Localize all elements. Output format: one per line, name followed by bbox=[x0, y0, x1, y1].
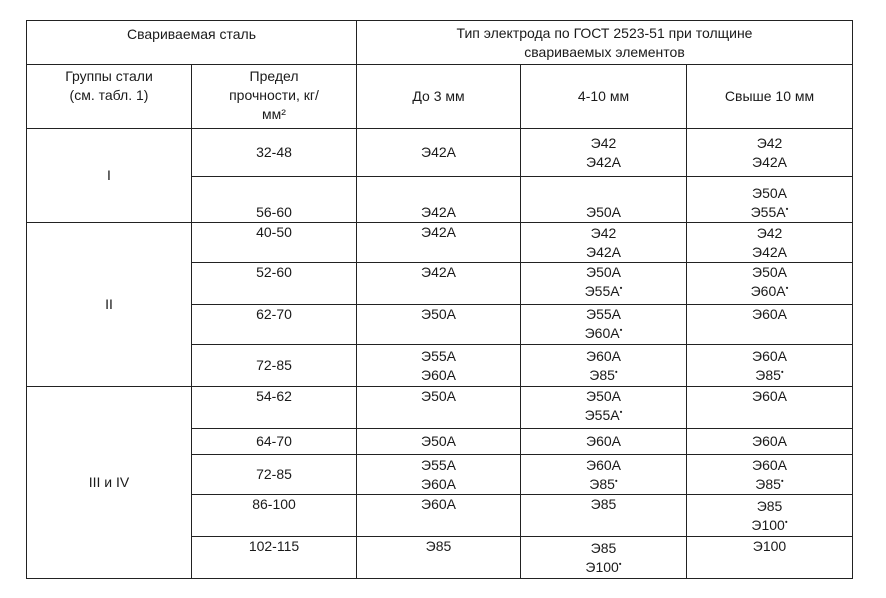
electrode-type: Э60А bbox=[586, 456, 621, 473]
electrode-type: Э60А bbox=[752, 433, 787, 449]
electrode-type: Э55А bbox=[421, 456, 456, 473]
electrode-type: Э60А bbox=[586, 347, 621, 364]
header-thickness-1: До 3 мм bbox=[357, 65, 521, 129]
electrode-type: Э85 bbox=[755, 475, 781, 492]
electrode-type: Э42А bbox=[752, 243, 787, 260]
electrode-cell bbox=[357, 177, 521, 223]
electrode-cell bbox=[687, 537, 853, 579]
strength-value: 64-70 bbox=[256, 433, 292, 449]
footnote-mark: • bbox=[780, 475, 784, 485]
header-steel: Свариваемая сталь bbox=[27, 21, 357, 65]
electrode-cell bbox=[521, 387, 687, 429]
header-thickness-3: Свыше 10 мм bbox=[687, 65, 853, 129]
steel-group: III и IV bbox=[27, 387, 192, 579]
footnote-mark: • bbox=[614, 366, 618, 376]
footnote-mark: • bbox=[785, 283, 789, 293]
strength-value: 86-100 bbox=[252, 496, 296, 512]
electrode-type: Э50А bbox=[421, 433, 456, 449]
strength-value: 62-70 bbox=[256, 306, 292, 322]
electrode-type: Э42 bbox=[756, 134, 783, 151]
electrode-cell bbox=[521, 129, 687, 177]
electrode-cell bbox=[357, 429, 521, 455]
electrode-type: Э85 bbox=[756, 497, 783, 514]
strength-cell bbox=[192, 305, 357, 345]
electrode-type: Э85 bbox=[590, 496, 617, 512]
strength-cell bbox=[192, 345, 357, 387]
strength-value: 56-60 bbox=[256, 204, 292, 220]
strength-value: 40-50 bbox=[256, 224, 292, 240]
electrode-type: Э60А bbox=[752, 388, 787, 404]
strength-cell bbox=[192, 455, 357, 495]
strength-cell bbox=[192, 495, 357, 537]
electrode-cell bbox=[687, 429, 853, 455]
electrode-type: Э50А bbox=[752, 264, 787, 280]
strength-value: 32-48 bbox=[256, 144, 292, 160]
strength-value: 72-85 bbox=[256, 357, 292, 373]
electrode-type: Э42 bbox=[756, 224, 783, 241]
electrode-cell bbox=[687, 263, 853, 305]
electrode-cell bbox=[521, 495, 687, 537]
electrode-type: Э50А bbox=[421, 306, 456, 322]
electrode-type: Э42А bbox=[586, 243, 621, 260]
electrode-cell bbox=[357, 495, 521, 537]
electrode-cell bbox=[521, 537, 687, 579]
strength-cell bbox=[192, 429, 357, 455]
table-row bbox=[27, 129, 853, 177]
electrode-cell bbox=[687, 223, 853, 263]
strength-value: 52-60 bbox=[256, 264, 292, 280]
electrode-type: Э60А bbox=[421, 366, 456, 383]
electrode-cell bbox=[687, 305, 853, 345]
electrode-type: Э85 bbox=[589, 475, 615, 492]
electrode-type: Э60А bbox=[586, 433, 621, 449]
electrode-cell bbox=[521, 455, 687, 495]
electrode-cell bbox=[521, 429, 687, 455]
electrode-cell bbox=[357, 305, 521, 345]
strength-cell bbox=[192, 537, 357, 579]
header-strength: Предел прочности, кг/мм² bbox=[192, 65, 357, 129]
table-row bbox=[27, 387, 853, 429]
electrode-type: Э50А bbox=[421, 388, 456, 404]
electrode-type: Э42А bbox=[752, 153, 787, 170]
electrode-type: Э50А bbox=[586, 204, 621, 220]
electrode-type: Э60А bbox=[750, 283, 786, 299]
steel-group: I bbox=[27, 129, 192, 223]
electrode-cell bbox=[521, 263, 687, 305]
electrode-cell bbox=[687, 177, 853, 223]
electrode-type: Э42А bbox=[586, 153, 621, 170]
electrode-type: Э42А bbox=[421, 144, 456, 160]
electrode-type: Э100 bbox=[751, 516, 785, 533]
header-group: Группы стали (см. табл. 1) bbox=[27, 65, 192, 129]
electrode-cell bbox=[357, 263, 521, 305]
electrode-cell bbox=[357, 537, 521, 579]
electrode-type: Э60А bbox=[752, 347, 787, 364]
electrode-type: Э85 bbox=[425, 538, 452, 554]
electrode-type: Э55А bbox=[750, 204, 786, 220]
electrode-cell bbox=[687, 455, 853, 495]
electrode-type: Э42 bbox=[590, 224, 617, 241]
electrode-type: Э50А bbox=[586, 388, 621, 404]
footnote-mark: • bbox=[785, 204, 789, 214]
electrode-cell bbox=[357, 387, 521, 429]
electrode-cell bbox=[357, 223, 521, 263]
electrode-type: Э42А bbox=[421, 224, 456, 240]
electrode-type: Э85 bbox=[589, 366, 615, 383]
electrode-cell bbox=[357, 129, 521, 177]
electrode-cell bbox=[521, 305, 687, 345]
steel-group: II bbox=[27, 223, 192, 387]
footnote-mark: • bbox=[618, 558, 622, 568]
footnote-mark: • bbox=[619, 407, 623, 417]
electrode-cell bbox=[521, 345, 687, 387]
electrode-type: Э60А bbox=[752, 306, 787, 322]
strength-value: 54-62 bbox=[256, 388, 292, 404]
header-electrode: Тип электрода по ГОСТ 2523-51 при толщине свариваемых элементов bbox=[357, 21, 853, 65]
footnote-mark: • bbox=[784, 516, 788, 526]
strength-cell bbox=[192, 129, 357, 177]
electrode-type: Э60А bbox=[421, 475, 456, 492]
electrode-cell bbox=[687, 495, 853, 537]
electrode-type: Э50А bbox=[752, 185, 787, 201]
footnote-mark: • bbox=[619, 283, 623, 293]
footnote-mark: • bbox=[614, 475, 618, 485]
electrode-type: Э55А bbox=[586, 306, 621, 322]
electrode-type: Э85 bbox=[755, 366, 781, 383]
electrode-type: Э50А bbox=[586, 264, 621, 280]
electrode-cell bbox=[687, 387, 853, 429]
footnote-mark: • bbox=[780, 366, 784, 376]
header-thickness-2: 4-10 мм bbox=[521, 65, 687, 129]
electrode-type: Э100 bbox=[752, 538, 787, 554]
electrode-type: Э55А bbox=[584, 283, 620, 299]
electrode-type: Э60А bbox=[584, 325, 620, 341]
strength-cell bbox=[192, 387, 357, 429]
electrode-type: Э55А bbox=[584, 407, 620, 423]
table-row bbox=[27, 223, 853, 263]
electrode-cell bbox=[687, 129, 853, 177]
footnote-mark: • bbox=[619, 325, 623, 335]
electrode-type: Э100 bbox=[585, 558, 619, 575]
strength-value: 102-115 bbox=[248, 538, 300, 554]
electrode-type: Э60А bbox=[752, 456, 787, 473]
electrode-type: Э85 bbox=[590, 539, 617, 556]
strength-cell bbox=[192, 263, 357, 305]
electrode-type: Э55А bbox=[421, 347, 456, 364]
strength-cell bbox=[192, 223, 357, 263]
electrode-cell bbox=[357, 455, 521, 495]
electrode-type: Э60А bbox=[421, 496, 456, 512]
electrode-cell bbox=[357, 345, 521, 387]
electrode-cell bbox=[521, 223, 687, 263]
electrode-table bbox=[26, 20, 853, 579]
strength-cell bbox=[192, 177, 357, 223]
electrode-type: Э42 bbox=[590, 134, 617, 151]
strength-value: 72-85 bbox=[256, 466, 292, 482]
electrode-type: Э42А bbox=[421, 264, 456, 280]
electrode-type: Э42А bbox=[421, 204, 456, 220]
electrode-cell bbox=[521, 177, 687, 223]
electrode-cell bbox=[687, 345, 853, 387]
